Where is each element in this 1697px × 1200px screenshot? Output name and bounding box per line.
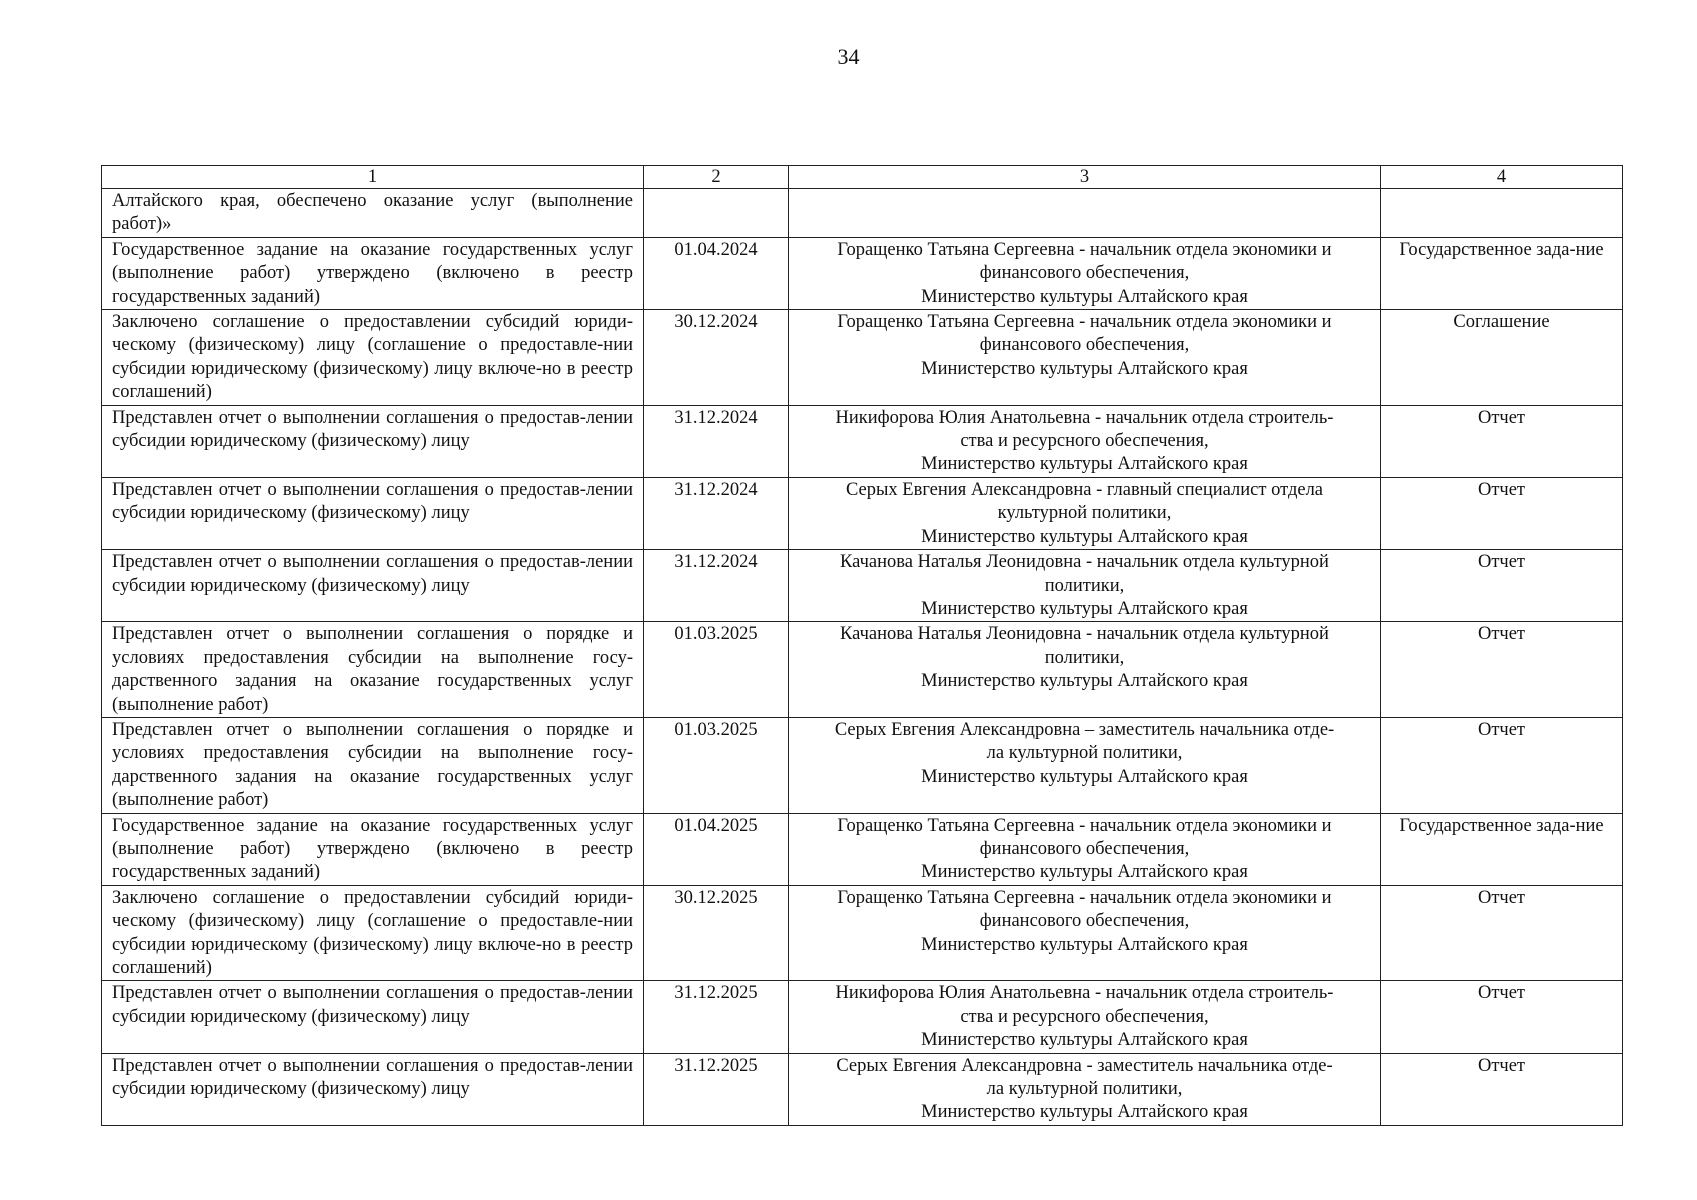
responsible-person-line: Министерство культуры Алтайского края [921,358,1248,379]
event-description-cell: Представлен отчет о выполнении соглашения о предостав-лении субсидии юридическому (физическому) лицу [102,477,644,549]
table-header-row [102,166,1623,189]
event-description-cell: Представлен отчет о выполнении соглашения о предостав-лении субсидии юридическому (физическому) лицу [102,1053,644,1125]
table-row [102,1053,1623,1125]
document-type-cell: Государственное зада-ние [1381,813,1623,885]
table-row [102,622,1623,718]
responsible-person-line: Никифорова Юлия Анатольевна - начальник отдела строитель- [835,983,1334,1004]
document-type-cell: Отчет [1381,477,1623,549]
table-row [102,310,1623,406]
document-type-cell: Отчет [1381,405,1623,477]
document-type-cell: Отчет [1381,550,1623,622]
responsible-person-cell [789,405,1381,477]
responsible-person-cell [789,237,1381,309]
table-row [102,189,1623,238]
document-type-cell: Отчет [1381,1053,1623,1125]
responsible-person-line: ства и ресурсного обеспечения, [960,1006,1209,1027]
responsible-person-line: Серых Евгения Александровна - главный специалист отдела [845,479,1324,500]
document-type-cell: Государственное зада-ние [1381,237,1623,309]
date-cell: 31.12.2025 [644,981,789,1053]
responsible-person-cell [789,885,1381,981]
responsible-person-line: финансового обеспечения, [979,911,1190,932]
date-cell: 01.03.2025 [644,622,789,718]
responsible-person-line: ства и ресурсного обеспечения, [960,431,1209,452]
document-type-cell [1381,189,1623,238]
date-cell: 31.12.2024 [644,477,789,549]
responsible-person-cell [789,1053,1381,1125]
responsible-person-cell [789,189,1381,238]
event-description-cell: Алтайского края, обеспечено оказание услуг (выполнение работ)» [102,189,644,238]
responsible-person-line: Министерство культуры Алтайского края [921,598,1248,619]
table-row [102,237,1623,309]
table-row [102,813,1623,885]
responsible-person-line: Министерство культуры Алтайского края [921,1030,1248,1051]
responsible-person-line: Министерство культуры Алтайского края [921,934,1248,955]
responsible-person-line: Министерство культуры Алтайского края [921,526,1248,547]
date-cell: 30.12.2025 [644,885,789,981]
responsible-person-line: Министерство культуры Алтайского края [921,454,1248,475]
table-row [102,981,1623,1053]
responsible-person-line: Серых Евгения Александровна - заместитель начальника отде- [836,1055,1333,1076]
responsible-person-cell [789,622,1381,718]
event-description-cell: Государственное задание на оказание государственных услуг (выполнение работ) утверждено (включено в реестр государственных заданий) [102,237,644,309]
responsible-person-cell [789,310,1381,406]
column-header-4: 4 [1381,166,1623,189]
responsible-person-line: Горащенко Татьяна Сергеевна - начальник отдела экономики и [837,887,1332,908]
date-cell: 31.12.2024 [644,550,789,622]
page-number: 34 [837,44,860,69]
responsible-person-line: финансового обеспечения, [979,335,1190,356]
column-header-2: 2 [644,166,789,189]
date-cell: 01.04.2024 [644,237,789,309]
event-description-cell: Представлен отчет о выполнении соглашения о порядке и условиях предоставления субсидии на выполнение госу-дарственного задания на оказание государственных услуг (выполнение работ) [102,622,644,718]
document-type-cell: Отчет [1381,885,1623,981]
table-row [102,405,1623,477]
date-cell: 31.12.2024 [644,405,789,477]
table-row [102,550,1623,622]
responsible-person-line: Министерство культуры Алтайского края [921,671,1248,692]
responsible-person-line: Никифорова Юлия Анатольевна - начальник отдела строитель- [835,407,1334,428]
responsible-person-line: Качанова Наталья Леонидовна - начальник отдела культурной [840,624,1329,645]
document-table [101,165,1623,1126]
date-cell: 31.12.2025 [644,1053,789,1125]
event-description-cell: Представлен отчет о выполнении соглашения о предостав-лении субсидии юридическому (физическому) лицу [102,981,644,1053]
responsible-person-line: Министерство культуры Алтайского края [921,862,1248,883]
event-description-cell: Представлен отчет о выполнении соглашения о предостав-лении субсидии юридическому (физическому) лицу [102,550,644,622]
document-type-cell: Отчет [1381,981,1623,1053]
column-header-1: 1 [102,166,644,189]
responsible-person-line: Горащенко Татьяна Сергеевна - начальник отдела экономики и [837,815,1332,836]
responsible-person-line: Горащенко Татьяна Сергеевна - начальник отдела экономики и [837,239,1332,260]
table-row [102,717,1623,813]
document-type-cell: Отчет [1381,622,1623,718]
event-description-cell: Представлен отчет о выполнении соглашения о предостав-лении субсидии юридическому (физическому) лицу [102,405,644,477]
date-cell [644,189,789,238]
event-description-cell: Представлен отчет о выполнении соглашения о порядке и условиях предоставления субсидии на выполнение госу-дарственного задания на оказание государственных услуг (выполнение работ) [102,717,644,813]
responsible-person-cell [789,981,1381,1053]
event-description-cell: Заключено соглашение о предоставлении субсидий юриди-ческому (физическому) лицу (соглашение о предоставле-нии субсидии юридическому (физическому) лицу включе-но в реестр соглашений) [102,885,644,981]
column-header-3: 3 [789,166,1381,189]
document-type-cell: Соглашение [1381,310,1623,406]
responsible-person-line: культурной политики, [997,503,1172,524]
responsible-person-cell [789,550,1381,622]
responsible-person-line: Серых Евгения Александровна – заместитель начальника отде- [834,719,1335,740]
responsible-person-line: Министерство культуры Алтайского края [921,1102,1248,1123]
responsible-person-line: политики, [1044,575,1125,596]
responsible-person-line: ла культурной политики, [986,743,1183,764]
responsible-person-line: Министерство культуры Алтайского края [921,766,1248,787]
date-cell: 01.04.2025 [644,813,789,885]
table-row [102,885,1623,981]
table-row [102,477,1623,549]
responsible-person-line: Качанова Наталья Леонидовна - начальник отдела культурной [840,552,1329,573]
responsible-person-line: финансового обеспечения, [979,838,1190,859]
responsible-person-line: политики, [1044,647,1125,668]
event-description-cell: Заключено соглашение о предоставлении субсидий юриди-ческому (физическому) лицу (соглашение о предоставле-нии субсидии юридическому (физическому) лицу включе-но в реестр соглашений) [102,310,644,406]
date-cell: 30.12.2024 [644,310,789,406]
responsible-person-cell [789,717,1381,813]
event-description-cell: Государственное задание на оказание государственных услуг (выполнение работ) утверждено (включено в реестр государственных заданий) [102,813,644,885]
document-type-cell: Отчет [1381,717,1623,813]
responsible-person-line: Министерство культуры Алтайского края [921,286,1248,307]
date-cell: 01.03.2025 [644,717,789,813]
responsible-person-cell [789,477,1381,549]
responsible-person-line: финансового обеспечения, [979,263,1190,284]
responsible-person-line: Горащенко Татьяна Сергеевна - начальник отдела экономики и [837,312,1332,333]
responsible-person-line: ла культурной политики, [986,1079,1183,1100]
responsible-person-cell [789,813,1381,885]
